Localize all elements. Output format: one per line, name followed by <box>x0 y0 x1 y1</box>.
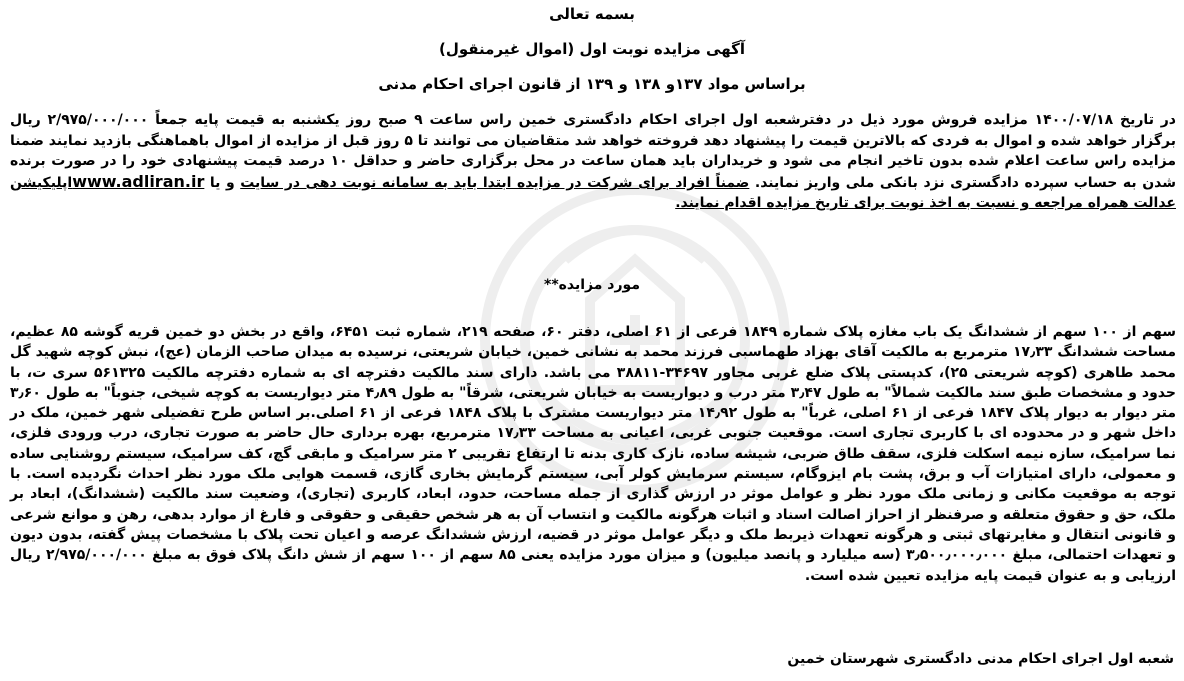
notice-title: آگهی مزایده نوبت اول (اموال غیرمنقول) <box>438 40 746 58</box>
property-description-paragraph: سهم از ۱۰۰ سهم از ششدانگ یک باب مغازه پلاک شماره ۱۸۴۹ فرعی از ۶۱ اصلی، دفتر ۶۰، صفحه ۲۱۹، شماره ثبت ۶۴۵۱، واقع در بخش دو خمین قریه گوشه ۸۵ عظیم، مساحت ششدانگ ۱۷٫۳۳ مترمربع به مالکیت آقای بهزاد طهماسبی فرزند محمد به نشانی خمین، خیابان شریعتی، نرسیده به میدان صاحب الزمان (عج)، نبش کوچه شهید گل محمد طاهری (کوچه شریعتی ۲۵)، کدپستی پلاک ضلع غربی مجاور ۳۴۶۹۷-۳۸۸۱۱ می باشد. دارای سند مالکیت دفترچه ای به شماره دفترچه مالکیت ۵۶۱۳۲۵ سری ت، با حدود و مشخصات طبق سند مالکیت شمالاً" به طول ۳٫۴۷ متر درب و دیواریست به خیابان شریعتی، شرقاً" به طول ۴٫۸۹ متر دیواریست به کوچه شیخی، جنوباً" به طول ۳٫۶۰ متر دیوار به دیوار پلاک ۱۸۴۷ فرعی از ۶۱ اصلی، غرباً" به طول ۱۴٫۹۲ متر دیواریست مشترک با پلاک ۱۸۴۸ فرعی از ۶۱ اصلی.بر اساس طرح تفضیلی شهر خمین، ملک در داخل شهر و در محدوده ای با کاربری تجاری است. موقعیت جنوبی غربی، اعیانی به مساحت ۱۷٫۳۳ مترمربع، بهره برداری حال حاضر به صورت تجاری، درب ورودی فلزی، نما سرامیک، سازه نیمه اسکلت فلزی، سقف طاق ضربی، شیشه ساده، نازک کاری بدنه تا ارتفاع تقریبی ۲ متر سرامیک و مابقی گچ، کف سرامیک، سیستم روشنایی ساده و معمولی، دارای امتیازات آب و برق، پشت بام ایزوگام، سیستم سرمایش کولر آبی، سیستم گرمایش بخاری گازی، قسمت هوایی ملک مورد نظر احداث نگردیده است. با توجه به موقعیت مکانی و زمانی ملک مورد نظر و عوامل موثر در ارزش گذاری از جمله مساحت، حدود، ابعاد، کاربری (تجاری)، وضعیت سند مالکیت (ششدانگ)، ابعاد بر ملک، حق و حقوق متعلقه و صرفنظر از احراز اصالت اسناد و اثبات هرگونه مالکیت و انتساب آن به هر شخص حقیقی و حقوقی و فارغ از موارد بدهی، رهن و موانع شرعی و قانونی انتقال و مغایرتهای ثبتی و هرگونه تعهدات ذیربط ملک و دیگر عوامل موثر در قضیه، ارزش ششدانگ عرصه و اعیان تحت پلاک با مشخصات پیش گفته، بدون دیون و تعهدات احتمالی، مبلغ ۳٫۵۰۰٫۰۰۰٫۰۰۰ (سه میلیارد و پانصد میلیون) و میزان مورد مزایده یعنی ۸۵ سهم از ۱۰۰ سهم از شش دانگ پلاک فوق به مبلغ ۲/۹۷۵/۰۰۰/۰۰۰ ریال ارزیابی و به عنوان قیمت پایه مزایده تعیین شده است. <box>10 324 1176 584</box>
link-prefix: و یا <box>204 174 235 191</box>
issuing-branch-signature: شعبه اول اجرای احکام مدنی دادگستری شهرستان خمین <box>787 651 1174 667</box>
intro-text: در تاریخ ۱۴۰۰/۰۷/۱۸ مزایده فروش مورد ذیل در دفترشعبه اول اجرای احکام دادگستری خمین راس ساعت ۹ صبح روز یکشنبه به قیمت پایه جمعاً ۲/۹۷۵/۰۰۰/۰۰۰ ریال برگزار خواهد شده و اموال به فردی که بالاترین قیمت را پیشنهاد دهد فروخته خواهد شد متقاضیان می توانند تا ۵ روز قبل از مزایده از اموال باهماهنگی بازدید نمایند ضمنا مزایده راس ساعت اعلام شده بدون تاخیر انجام می شود و خریداران باید همان ساعت در محل برگزاری حاضر و حداقل ۱۰ درصد قیمت پیشنهادی خود را در صورت برنده شدن به حساب سپرده دادگستری نزد بانکی ملی واریز نمایند. <box>10 112 1177 191</box>
legal-basis-line: براساس مواد ۱۳۷و ۱۳۸ و ۱۳۹ از قانون اجرای احکام مدنی <box>378 75 806 93</box>
invocation-heading: بسمه تعالی <box>549 5 635 23</box>
adliran-link[interactable]: www.adliran.ir <box>72 171 205 191</box>
intro-underlined-text: ضمناً افراد برای شرکت در مزایده ابتدا باید به سامانه نوبت دهی در سایت <box>240 174 750 191</box>
intro-paragraph <box>10 110 1176 214</box>
intro-after-link-text: اپلیکیشن عدالت همراه مراجعه و نسبت به اخذ نوبت برای تاریخ مزایده اقدام نمایند. <box>10 174 1176 212</box>
auction-item-heading: مورد مزایده** <box>544 277 640 293</box>
